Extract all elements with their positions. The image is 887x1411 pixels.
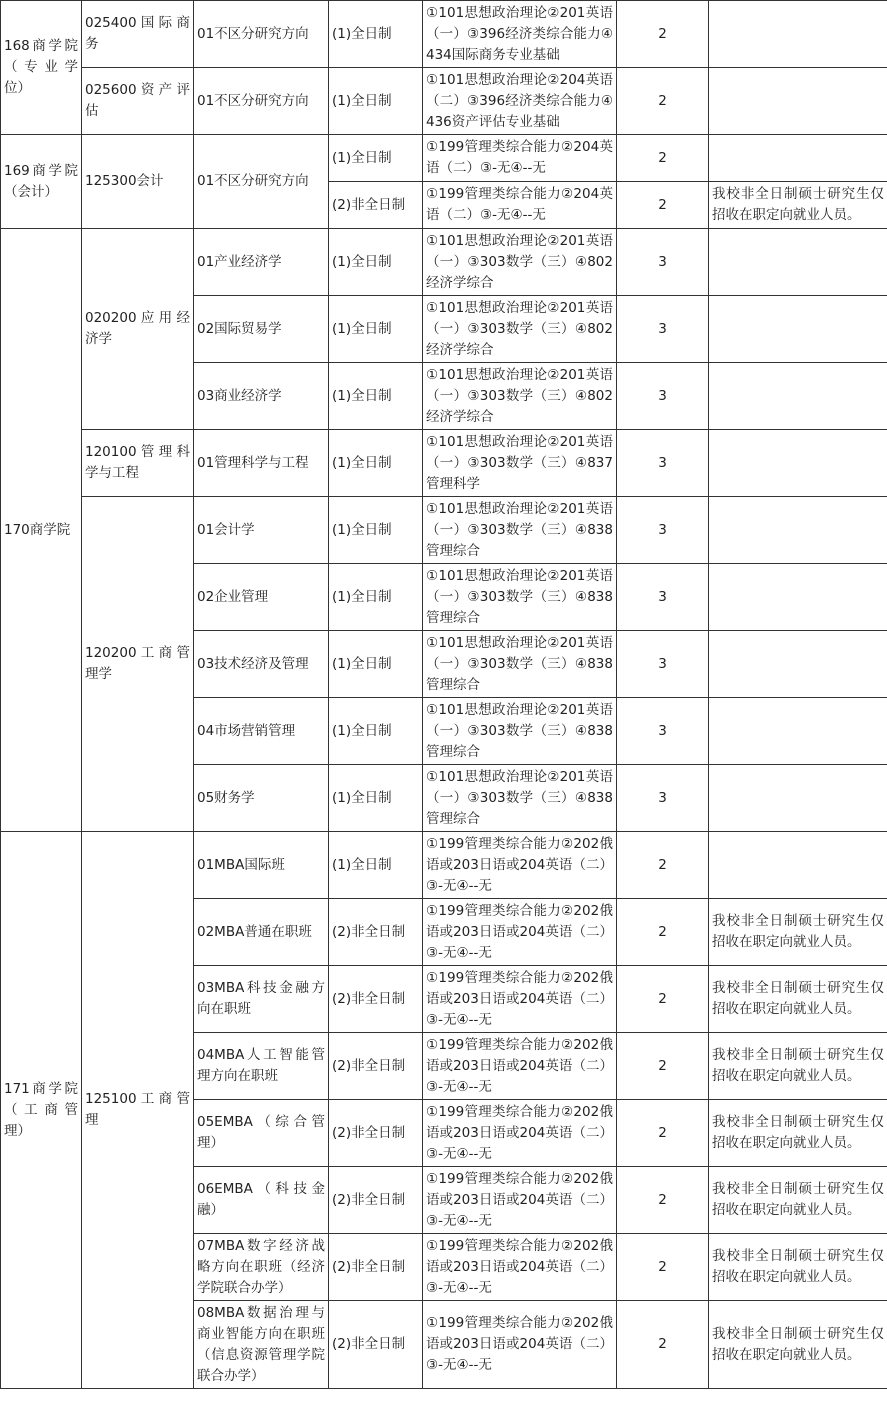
note-cell bbox=[709, 430, 887, 497]
quota-cell: 3 bbox=[617, 497, 709, 564]
exam-subjects-cell: ①101思想政治理论②201英语（一）③303数学（三）④802经济学综合 bbox=[423, 229, 617, 296]
quota-cell: 2 bbox=[617, 966, 709, 1033]
study-mode-cell: (1)全日制 bbox=[329, 497, 423, 564]
exam-subjects-cell: ①101思想政治理论②201英语（一）③303数学（三）④838管理综合 bbox=[423, 765, 617, 832]
exam-subjects-cell: ①199管理类综合能力②202俄语或203日语或204英语（二）③-无④--无 bbox=[423, 1100, 617, 1167]
study-mode-cell: (1)全日制 bbox=[329, 564, 423, 631]
exam-subjects-cell: ①199管理类综合能力②202俄语或203日语或204英语（二）③-无④--无 bbox=[423, 1033, 617, 1100]
study-mode-cell: (1)全日制 bbox=[329, 1, 423, 68]
exam-subjects-cell: ①101思想政治理论②201英语（一）③303数学（三）④838管理综合 bbox=[423, 564, 617, 631]
exam-subjects-cell: ①199管理类综合能力②202俄语或203日语或204英语（二）③-无④--无 bbox=[423, 966, 617, 1033]
quota-cell: 3 bbox=[617, 430, 709, 497]
quota-cell: 3 bbox=[617, 631, 709, 698]
note-cell: 我校非全日制硕士研究生仅招收在职定向就业人员。 bbox=[709, 1100, 887, 1167]
study-mode-cell: (2)非全日制 bbox=[329, 1301, 423, 1389]
exam-subjects-cell: ①101思想政治理论②201英语（一）③396经济类综合能力④434国际商务专业基础 bbox=[423, 1, 617, 68]
direction-cell: 01产业经济学 bbox=[194, 229, 329, 296]
study-mode-cell: (1)全日制 bbox=[329, 631, 423, 698]
note-cell: 我校非全日制硕士研究生仅招收在职定向就业人员。 bbox=[709, 1234, 887, 1301]
quota-cell: 2 bbox=[617, 899, 709, 966]
exam-subjects-cell: ①101思想政治理论②201英语（一）③303数学（三）④838管理综合 bbox=[423, 631, 617, 698]
exam-subjects-cell: ①199管理类综合能力②204英语（二）③-无④--无 bbox=[423, 182, 617, 229]
exam-subjects-cell: ①101思想政治理论②201英语（一）③303数学（三）④802经济学综合 bbox=[423, 363, 617, 430]
note-cell bbox=[709, 68, 887, 135]
college-cell: 170商学院 bbox=[1, 229, 82, 832]
quota-cell: 2 bbox=[617, 1167, 709, 1234]
exam-subjects-cell: ①101思想政治理论②201英语（一）③303数学（三）④837管理科学 bbox=[423, 430, 617, 497]
exam-subjects-cell: ①199管理类综合能力②202俄语或203日语或204英语（二）③-无④--无 bbox=[423, 1301, 617, 1389]
note-cell: 我校非全日制硕士研究生仅招收在职定向就业人员。 bbox=[709, 899, 887, 966]
quota-cell: 2 bbox=[617, 135, 709, 182]
study-mode-cell: (1)全日制 bbox=[329, 765, 423, 832]
direction-cell: 01不区分研究方向 bbox=[194, 135, 329, 229]
note-cell bbox=[709, 497, 887, 564]
college-cell: 171商学院（工商管理） bbox=[1, 832, 82, 1389]
study-mode-cell: (2)非全日制 bbox=[329, 1033, 423, 1100]
direction-cell: 01管理科学与工程 bbox=[194, 430, 329, 497]
note-cell bbox=[709, 135, 887, 182]
note-cell: 我校非全日制硕士研究生仅招收在职定向就业人员。 bbox=[709, 182, 887, 229]
direction-cell: 01会计学 bbox=[194, 497, 329, 564]
note-cell: 我校非全日制硕士研究生仅招收在职定向就业人员。 bbox=[709, 1033, 887, 1100]
quota-cell: 3 bbox=[617, 296, 709, 363]
quota-cell: 2 bbox=[617, 1033, 709, 1100]
note-cell bbox=[709, 1, 887, 68]
note-cell: 我校非全日制硕士研究生仅招收在职定向就业人员。 bbox=[709, 1301, 887, 1389]
direction-cell: 04MBA人工智能管理方向在职班 bbox=[194, 1033, 329, 1100]
major-cell: 025600资产评估 bbox=[82, 68, 194, 135]
direction-cell: 03商业经济学 bbox=[194, 363, 329, 430]
study-mode-cell: (2)非全日制 bbox=[329, 899, 423, 966]
direction-cell: 02国际贸易学 bbox=[194, 296, 329, 363]
study-mode-cell: (1)全日制 bbox=[329, 698, 423, 765]
note-cell bbox=[709, 564, 887, 631]
direction-cell: 03技术经济及管理 bbox=[194, 631, 329, 698]
note-cell bbox=[709, 765, 887, 832]
exam-subjects-cell: ①199管理类综合能力②202俄语或203日语或204英语（二）③-无④--无 bbox=[423, 1234, 617, 1301]
quota-cell: 3 bbox=[617, 363, 709, 430]
direction-cell: 05EMBA（综合管理） bbox=[194, 1100, 329, 1167]
major-cell: 120100管理科学与工程 bbox=[82, 430, 194, 497]
study-mode-cell: (2)非全日制 bbox=[329, 1234, 423, 1301]
direction-cell: 01MBA国际班 bbox=[194, 832, 329, 899]
study-mode-cell: (2)非全日制 bbox=[329, 1167, 423, 1234]
direction-cell: 02MBA普通在职班 bbox=[194, 899, 329, 966]
note-cell bbox=[709, 363, 887, 430]
direction-cell: 06EMBA（科技金融） bbox=[194, 1167, 329, 1234]
note-cell bbox=[709, 296, 887, 363]
direction-cell: 04市场营销管理 bbox=[194, 698, 329, 765]
study-mode-cell: (1)全日制 bbox=[329, 363, 423, 430]
major-cell: 120200工商管理学 bbox=[82, 497, 194, 832]
quota-cell: 3 bbox=[617, 229, 709, 296]
exam-subjects-cell: ①199管理类综合能力②202俄语或203日语或204英语（二）③-无④--无 bbox=[423, 899, 617, 966]
quota-cell: 2 bbox=[617, 68, 709, 135]
direction-cell: 08MBA数据治理与商业智能方向在职班（信息资源管理学院联合办学） bbox=[194, 1301, 329, 1389]
study-mode-cell: (1)全日制 bbox=[329, 296, 423, 363]
note-cell: 我校非全日制硕士研究生仅招收在职定向就业人员。 bbox=[709, 1167, 887, 1234]
direction-cell: 07MBA数字经济战略方向在职班（经济学院联合办学） bbox=[194, 1234, 329, 1301]
major-cell: 125300会计 bbox=[82, 135, 194, 229]
college-cell: 168商学院（专业学位） bbox=[1, 1, 82, 135]
exam-subjects-cell: ①101思想政治理论②201英语（一）③303数学（三）④802经济学综合 bbox=[423, 296, 617, 363]
direction-cell: 02企业管理 bbox=[194, 564, 329, 631]
exam-subjects-cell: ①101思想政治理论②201英语（一）③303数学（三）④838管理综合 bbox=[423, 497, 617, 564]
study-mode-cell: (2)非全日制 bbox=[329, 1100, 423, 1167]
quota-cell: 3 bbox=[617, 765, 709, 832]
quota-cell: 3 bbox=[617, 698, 709, 765]
direction-cell: 01不区分研究方向 bbox=[194, 1, 329, 68]
college-cell: 169商学院（会计） bbox=[1, 135, 82, 229]
quota-cell: 2 bbox=[617, 182, 709, 229]
major-cell: 025400国际商务 bbox=[82, 1, 194, 68]
direction-cell: 05财务学 bbox=[194, 765, 329, 832]
note-cell bbox=[709, 832, 887, 899]
note-cell bbox=[709, 229, 887, 296]
exam-subjects-cell: ①199管理类综合能力②204英语（二）③-无④--无 bbox=[423, 135, 617, 182]
study-mode-cell: (1)全日制 bbox=[329, 68, 423, 135]
exam-subjects-cell: ①101思想政治理论②204英语（二）③396经济类综合能力④436资产评估专业基础 bbox=[423, 68, 617, 135]
direction-cell: 03MBA科技金融方向在职班 bbox=[194, 966, 329, 1033]
study-mode-cell: (1)全日制 bbox=[329, 135, 423, 182]
study-mode-cell: (1)全日制 bbox=[329, 229, 423, 296]
study-mode-cell: (1)全日制 bbox=[329, 832, 423, 899]
major-cell: 020200应用经济学 bbox=[82, 229, 194, 430]
quota-cell: 2 bbox=[617, 832, 709, 899]
direction-cell: 01不区分研究方向 bbox=[194, 68, 329, 135]
major-cell: 125100工商管理 bbox=[82, 832, 194, 1389]
quota-cell: 2 bbox=[617, 1301, 709, 1389]
study-mode-cell: (2)非全日制 bbox=[329, 966, 423, 1033]
quota-cell: 2 bbox=[617, 1, 709, 68]
note-cell bbox=[709, 698, 887, 765]
quota-cell: 3 bbox=[617, 564, 709, 631]
exam-subjects-cell: ①199管理类综合能力②202俄语或203日语或204英语（二）③-无④--无 bbox=[423, 832, 617, 899]
exam-subjects-cell: ①199管理类综合能力②202俄语或203日语或204英语（二）③-无④--无 bbox=[423, 1167, 617, 1234]
study-mode-cell: (1)全日制 bbox=[329, 430, 423, 497]
exam-subjects-cell: ①101思想政治理论②201英语（一）③303数学（三）④838管理综合 bbox=[423, 698, 617, 765]
note-cell bbox=[709, 631, 887, 698]
quota-cell: 2 bbox=[617, 1100, 709, 1167]
study-mode-cell: (2)非全日制 bbox=[329, 182, 423, 229]
quota-cell: 2 bbox=[617, 1234, 709, 1301]
note-cell: 我校非全日制硕士研究生仅招收在职定向就业人员。 bbox=[709, 966, 887, 1033]
